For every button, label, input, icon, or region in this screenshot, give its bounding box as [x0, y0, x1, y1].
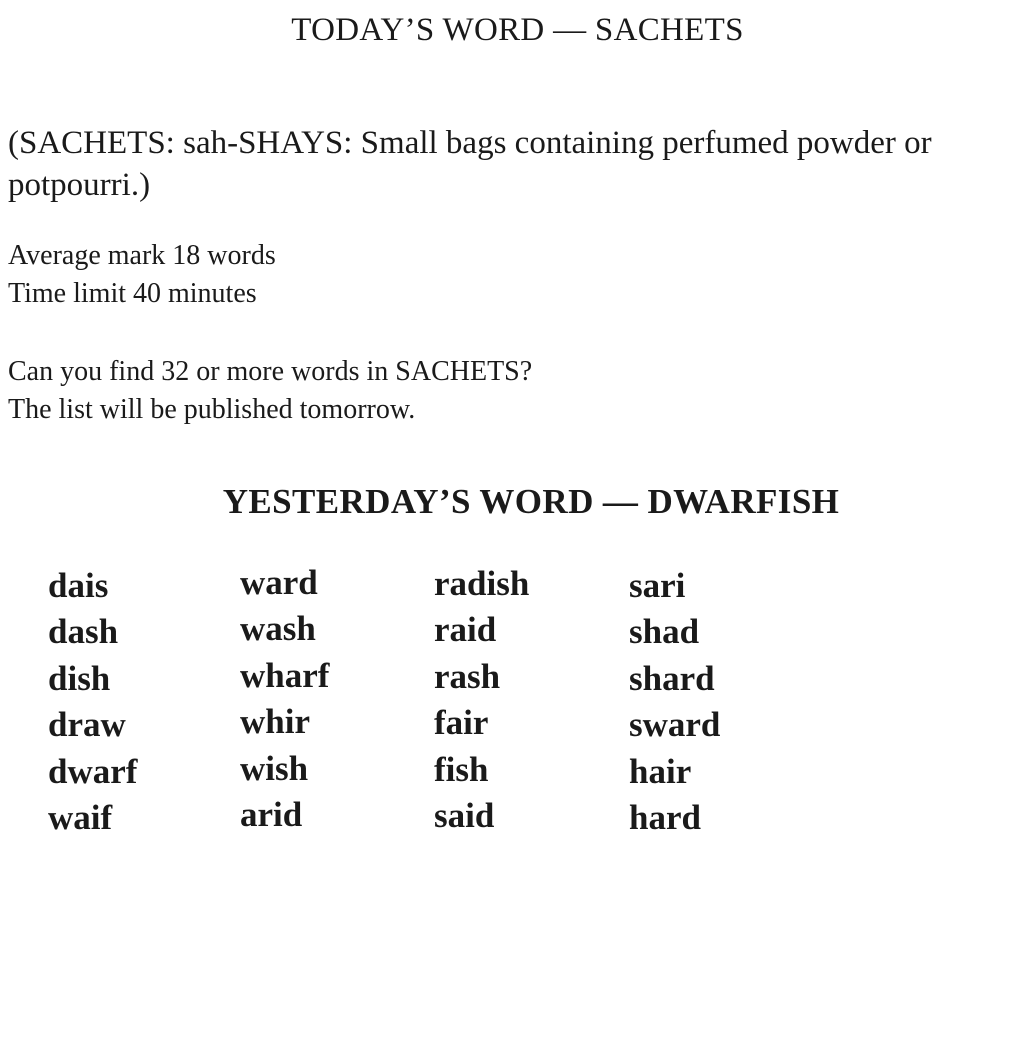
word-list-item: dash	[48, 612, 119, 652]
word-list-item: hair	[629, 751, 692, 791]
word-list-item: wharf	[240, 655, 330, 695]
word-column-3	[434, 561, 624, 839]
word-list-item: radish	[434, 564, 530, 603]
word-list-item: fair	[434, 703, 489, 743]
word-list-item: hard	[629, 797, 701, 837]
yesterdays-word-title: YESTERDAY’S WORD — DWARFISH	[222, 482, 840, 521]
word-list-item: dish	[48, 658, 111, 698]
word-list-item: fish	[434, 749, 489, 789]
word-list-item: said	[434, 795, 495, 835]
word-list-item: whir	[240, 702, 310, 742]
todays-word-title: TODAY’S WORD — SACHETS	[291, 12, 744, 48]
word-list-item: shard	[629, 658, 715, 698]
word-list-item: sari	[629, 566, 686, 605]
word-column-4	[629, 563, 819, 841]
word-list-item: ward	[240, 563, 318, 602]
puzzle-stats	[8, 237, 276, 313]
word-list-item: dwarf	[48, 751, 138, 791]
challenge-text	[8, 353, 532, 429]
word-list-item: sward	[629, 705, 721, 745]
word-list-item: wish	[240, 748, 309, 788]
challenge-question: Can you find 32 or more words in SACHETS?	[8, 356, 533, 387]
yesterdays-word-list	[48, 563, 828, 853]
average-mark: Average mark 18 words	[8, 240, 276, 271]
word-list-item: dais	[48, 566, 109, 605]
publish-note: The list will be published tomorrow.	[8, 394, 416, 425]
word-list-item: raid	[434, 610, 497, 650]
word-list-item: wash	[240, 609, 316, 649]
word-list-item: draw	[48, 705, 126, 745]
time-limit: Time limit 40 minutes	[8, 278, 257, 309]
word-list-item: shad	[629, 612, 700, 652]
word-definition: (SACHETS: sah-SHAYS: Small bags containing perfumed powder or potpourri.)	[8, 125, 932, 203]
word-column-2	[240, 560, 430, 838]
word-column-1	[48, 563, 238, 841]
word-list-item: arid	[240, 794, 303, 834]
word-list-item: rash	[434, 656, 501, 696]
word-list-item: waif	[48, 797, 113, 837]
